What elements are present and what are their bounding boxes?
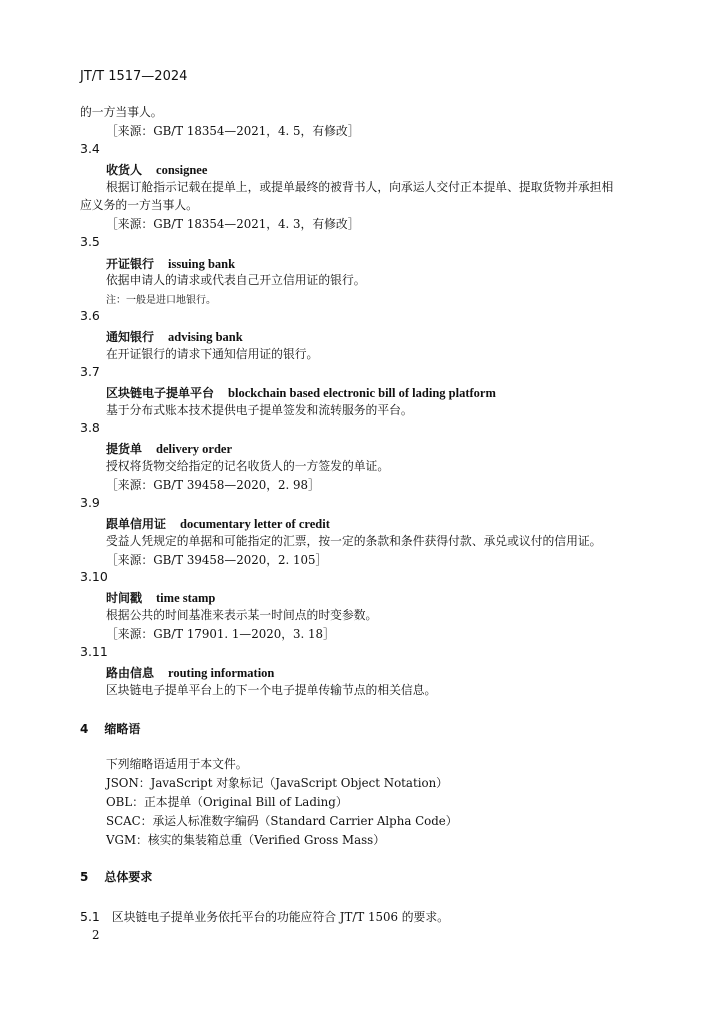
term-chinese: 时间戳 <box>106 591 143 605</box>
abbreviation-item: JSON：JavaScript 对象标记（JavaScript Object Notation） <box>106 776 448 790</box>
clause-number: 3.10 <box>80 569 108 584</box>
continued-text: 的一方当事人。 <box>80 105 163 119</box>
term-english: consignee <box>156 163 208 177</box>
term-definition: 区块链电子提单平台上的下一个电子提单传输节点的相关信息。 <box>106 683 437 697</box>
source-note: ［来源：GB/T 18354—2021，4. 3，有修改］ <box>106 217 360 231</box>
section-title: 总体要求 <box>104 870 153 884</box>
source-note: ［来源：GB/T 17901. 1—2020，3. 18］ <box>106 627 335 641</box>
source-note: ［来源：GB/T 39458—2020，2. 98］ <box>106 478 320 492</box>
term-chinese: 开证银行 <box>106 257 155 271</box>
abbreviation-item: OBL：正本提单（Original Bill of Lading） <box>106 795 348 809</box>
clause-number: 3.8 <box>80 420 100 435</box>
term-heading <box>106 438 232 457</box>
term-heading <box>106 253 235 272</box>
term-english: routing information <box>168 666 275 680</box>
term-definition: 根据公共的时间基准来表示某一时间点的时变参数。 <box>106 608 378 622</box>
term-heading <box>106 513 330 532</box>
clause-text: 区块链电子提单业务依托平台的功能应符合 JT/T 1506 的要求。 <box>111 910 449 924</box>
term-definition-cont: 应义务的一方当事人。 <box>80 198 198 212</box>
clause-number: 3.9 <box>80 495 100 510</box>
source-note: ［来源：GB/T 18354—2021，4. 5，有修改］ <box>106 124 360 138</box>
term-english: blockchain based electronic bill of lading platform <box>228 386 496 400</box>
section-number: 4 <box>80 722 89 736</box>
clause-number: 5.1 <box>80 909 100 924</box>
term-english: advising bank <box>168 330 243 344</box>
term-definition: 根据订舱指示记载在提单上，或提单最终的被背书人，向承运人交付正本提单、提取货物并承担相 <box>106 180 614 194</box>
term-english: delivery order <box>156 442 233 456</box>
term-heading <box>106 159 207 178</box>
term-chinese: 跟单信用证 <box>106 517 167 531</box>
section-heading <box>80 720 140 737</box>
section-title: 缩略语 <box>104 722 141 736</box>
term-definition: 依据申请人的请求或代表自己开立信用证的银行。 <box>106 273 366 287</box>
abbreviation-item: VGM：核实的集装箱总重（Verified Gross Mass） <box>106 833 386 847</box>
clause-number: 3.6 <box>80 308 100 323</box>
source-note: ［来源：GB/T 39458—2020，2. 105］ <box>106 553 328 567</box>
term-chinese: 区块链电子提单平台 <box>106 386 215 400</box>
term-heading <box>106 326 243 345</box>
term-english: documentary letter of credit <box>180 517 330 531</box>
term-chinese: 提货单 <box>106 442 143 456</box>
term-definition: 基于分布式账本技术提供电子提单签发和流转服务的平台。 <box>106 403 413 417</box>
abbreviation-item: SCAC：承运人标准数字编码（Standard Carrier Alpha Code） <box>106 814 458 828</box>
term-heading <box>106 382 496 401</box>
clause-number: 3.11 <box>80 644 108 659</box>
term-heading <box>106 587 215 606</box>
section-number: 5 <box>80 870 89 884</box>
term-definition: 受益人凭规定的单据和可能指定的汇票，按一定的条款和条件获得付款、承兑或议付的信用证。 <box>106 534 602 548</box>
clause-number: 3.4 <box>80 141 100 156</box>
document-id: JT/T 1517—2024 <box>80 69 188 84</box>
clause-number: 3.7 <box>80 364 100 379</box>
term-definition: 授权将货物交给指定的记名收货人的一方签发的单证。 <box>106 459 390 473</box>
clause <box>80 906 449 925</box>
term-chinese: 收货人 <box>106 163 143 177</box>
term-english: issuing bank <box>168 257 236 271</box>
page-number: 2 <box>92 928 100 942</box>
term-chinese: 通知银行 <box>106 330 155 344</box>
abbreviations-intro: 下列缩略语适用于本文件。 <box>106 757 248 771</box>
term-heading <box>106 662 274 681</box>
term-chinese: 路由信息 <box>106 666 155 680</box>
term-english: time stamp <box>156 591 216 605</box>
term-definition: 在开证银行的请求下通知信用证的银行。 <box>106 347 319 361</box>
term-note: 注：一般是进口地银行。 <box>106 295 216 306</box>
clause-number: 3.5 <box>80 234 100 249</box>
section-heading <box>80 868 152 885</box>
